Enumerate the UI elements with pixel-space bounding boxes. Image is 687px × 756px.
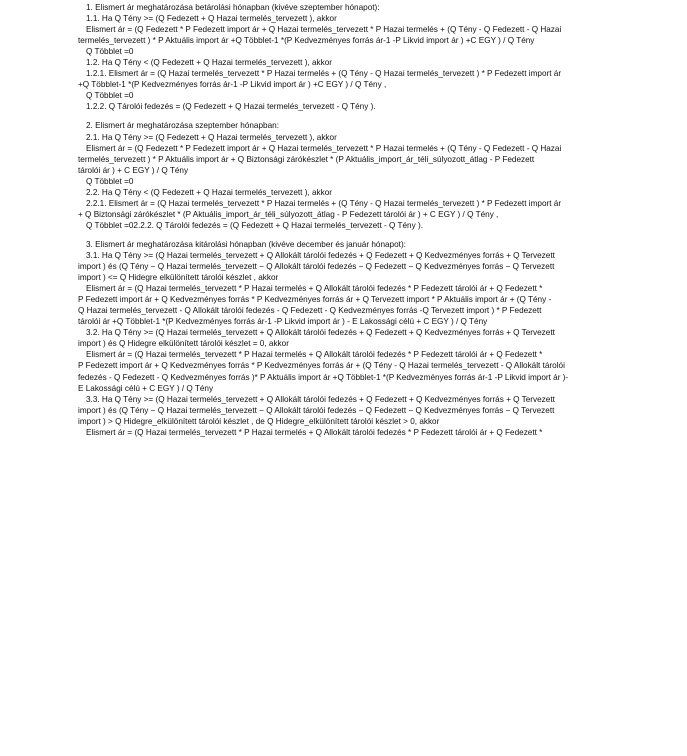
- formula-line: Q Többlet =02.2.2. Q Tárolói fedezés = (Q Fedezett + Q Hazai termelés_tervezett - Q Tény ).: [86, 220, 423, 230]
- formula-line: Q Többlet =0: [86, 176, 134, 186]
- formula-line: 2.1. Ha Q Tény >= (Q Fedezett + Q Hazai termelés_tervezett ), akkor: [86, 132, 337, 142]
- formula-line: 2.2.1. Elismert ár = (Q Hazai termelés_tervezett * P Hazai termelés + (Q Tény - Q Hazai termelés_tervezett ) * P Fedezett import ár: [86, 198, 562, 208]
- formula-line: Elismert ár = (Q Hazai termelés_tervezett * P Hazai termelés + Q Allokált tárolói fedezés * P Fedezett tárolói ár + Q Fedezett *: [86, 284, 543, 294]
- formula-line: Elismert ár = (Q Fedezett * P Fedezett import ár + Q Hazai termelés_tervezett * P Hazai termelés + (Q Tény - Q Fedezett - Q Hazai: [86, 143, 562, 153]
- formula-line: 1.2.1. Elismert ár = (Q Hazai termelés_tervezett * P Hazai termelés + (Q Tény - Q Hazai termelés_tervezett ) * P Fedezett import ár: [86, 69, 562, 79]
- formula-line: Elismert ár = (Q Hazai termelés_tervezett * P Hazai termelés + Q Allokált tárolói fedezés * P Fedezett tárolói ár + Q Fedezett *: [86, 427, 543, 437]
- formula-line: Elismert ár = (Q Fedezett * P Fedezett import ár + Q Hazai termelés_tervezett * P Hazai termelés + (Q Tény - Q Fedezett - Q Hazai: [86, 25, 562, 35]
- formula-line: termelés_tervezett ) * P Aktuális import ár + Q Biztonsági zárókészlet * (P Aktuális_import_ár_téli_súlyozott_átlag - P Fedezett: [78, 154, 535, 164]
- formula-line: 3.1. Ha Q Tény >= (Q Hazai termelés_tervezett + Q Allokált tárolói fedezés + Q Fedezett + Q Kedvezményes forrás + Q Tervezett: [86, 250, 555, 260]
- section-gap: [78, 231, 606, 239]
- formula-line: 3. Elismert ár meghatározása kitárolási hónapban (kivéve december és január hónapot):: [86, 239, 406, 249]
- section-1: [78, 2, 606, 112]
- formula-line: import ) <= Q Hidegre elkülönített tárolói készlet , akkor: [78, 273, 279, 283]
- section-3: [78, 239, 606, 438]
- formula-line: 1.2.2. Q Tárolói fedezés = (Q Fedezett + Q Hazai termelés_tervezett - Q Tény ).: [86, 102, 376, 112]
- formula-line: 3.3. Ha Q Tény >= (Q Hazai termelés_tervezett + Q Allokált tárolói fedezés + Q Fedezett + Q Kedvezményes forrás + Q Tervezett: [86, 394, 555, 404]
- document-body: [78, 2, 606, 438]
- formula-line: P Fedezett import ár + Q Kedvezményes forrás * P Kedvezményes forrás ár + (Q Tény - Q Hazai termelés_tervezett - Q Allokált tárolói: [78, 361, 565, 371]
- formula-line: 3.2. Ha Q Tény >= (Q Hazai termelés_tervezett + Q Allokált tárolói fedezés + Q Fedezett + Q Kedvezményes forrás + Q Tervezett: [86, 328, 555, 338]
- formula-line: +Q Többlet-1 *(P Kedvezményes forrás ár-1 -P Likvid import ár ) +C EGY ) / Q Tény ,: [78, 80, 387, 90]
- formula-line: import ) és (Q Tény − Q Hazai termelés_tervezett − Q Allokált tárolói fedezés − Q Fedezett − Q Kedvezményes forrás − Q Tervezett: [78, 262, 555, 272]
- formula-line: 1.2. Ha Q Tény < (Q Fedezett + Q Hazai termelés_tervezett ), akkor: [86, 58, 333, 68]
- formula-line: 2. Elismert ár meghatározása szeptember hónapban:: [86, 121, 279, 131]
- formula-line: import ) és (Q Tény − Q Hazai termelés_tervezett − Q Allokált tárolói fedezés − Q Fedezett − Q Kedvezményes forrás − Q Tervezett: [78, 405, 555, 415]
- formula-line: Elismert ár = (Q Hazai termelés_tervezett * P Hazai termelés + Q Allokált tárolói fedezés * P Fedezett tárolói ár + Q Fedezett *: [86, 350, 543, 360]
- section-gap: [78, 112, 606, 120]
- formula-line: fedezés - Q Fedezett - Q Kedvezményes forrás )* P Aktuális import ár +Q Többlet-1 *(P Kedvezményes forrás ár-1 -P Likvid import ár )-: [78, 372, 569, 382]
- formula-line: Q Többlet =0: [86, 47, 134, 57]
- formula-line: tárolói ár ) + C EGY ) / Q Tény: [78, 165, 189, 175]
- formula-line: import ) > Q Hidegre_elkülönített tárolói készlet , de Q Hidegre_elkülönített tárolói készlet > 0, akkor: [78, 416, 440, 426]
- formula-line: termelés_tervezett ) * P Aktuális import ár +Q Többlet-1 *(P Kedvezményes forrás ár-1 -P Likvid import ár ) +C EGY ) / Q Tény: [78, 36, 535, 46]
- formula-line: 2.2. Ha Q Tény < (Q Fedezett + Q Hazai termelés_tervezett ), akkor: [86, 187, 333, 197]
- formula-line: tárolói ár +Q Többlet-1 *(P Kedvezményes forrás ár-1 -P Likvid import ár ) - E Lakossági célú + C EGY ) / Q Tény: [78, 317, 488, 327]
- formula-line: 1.1. Ha Q Tény >= (Q Fedezett + Q Hazai termelés_tervezett ), akkor: [86, 14, 337, 24]
- formula-line: Q Többlet =0: [86, 91, 134, 101]
- formula-line: + Q Biztonsági zárókészlet * (P Aktuális_import_ár_téli_súlyozott_átlag - P Fedezett tárolói ár ) + C EGY ) / Q Tény ,: [78, 209, 499, 219]
- formula-line: 1. Elismert ár meghatározása betárolási hónapban (kivéve szeptember hónapot):: [86, 3, 380, 12]
- formula-line: import ) és Q Hidegre elkülönített tárolói készlet = 0, akkor: [78, 339, 289, 349]
- formula-line: P Fedezett import ár + Q Kedvezményes forrás * P Kedvezményes forrás ár + Q Tervezett import * P Aktuális import ár + (Q Tény -: [78, 295, 552, 305]
- section-2: [78, 120, 606, 230]
- formula-line: E Lakossági célú + C EGY ) / Q Tény: [78, 383, 214, 393]
- formula-line: Q Hazai termelés_tervezett - Q Allokált tárolói fedezés - Q Fedezett - Q Kedvezményes forrás -Q Tervezett import ) * P Fedezett: [78, 306, 542, 316]
